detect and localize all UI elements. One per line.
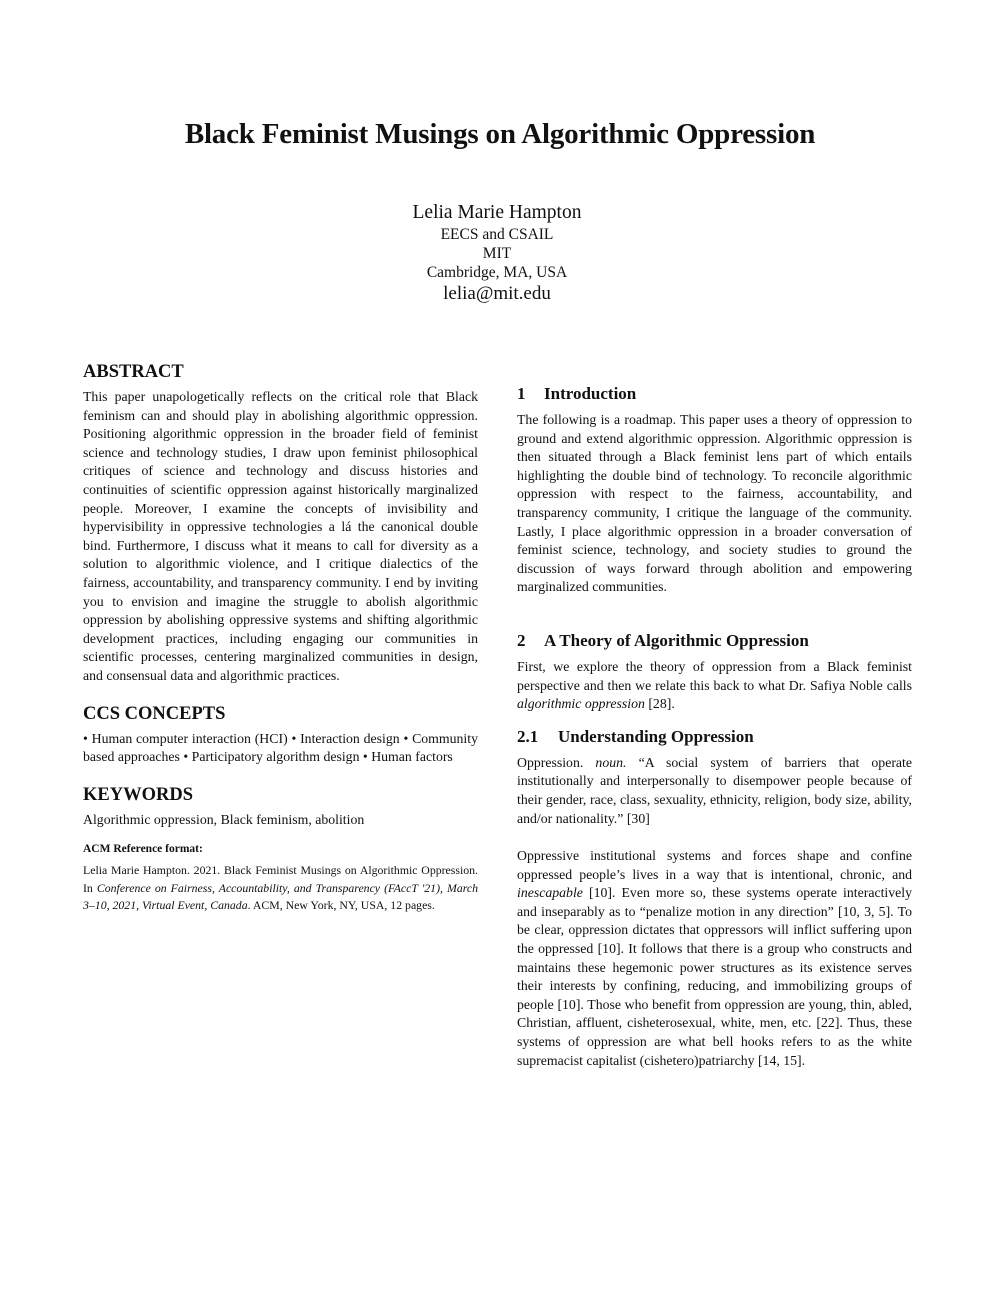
understanding-paragraph-2 [517,847,912,1070]
theory-text [517,658,912,714]
left-column [83,360,478,915]
acm-reference-before: Lelia Marie Hampton. 2021. Black Feminist Musings on Algorithmic Oppression. In [83,863,478,895]
theory-after: [28]. [644,696,675,712]
intro-text: The following is a roadmap. This paper uses a theory of oppression to ground and extend algorithmic oppression. Algorithmic oppression is then situated through a Black feminist lens part of which entails highlighting the double bind of technology. To reconcile algorithmic oppression with respect to the fairness, accountability, and transparency community, I critique the language of the community. Lastly, I place algorithmic oppression in a broader conversation of feminist science, technology, and society studies to ground the discussion of ways forward through abolition and empowering marginalized communities. [517,412,912,595]
paper-title: Black Feminist Musings on Algorithmic Oppression [184,118,816,150]
author-email[interactable]: lelia@mit.edu [443,283,551,304]
author-dept: EECS and CSAIL [440,226,554,243]
understanding-title: Understanding Oppression [558,726,754,746]
acm-reference-heading: ACM Reference format: [83,843,203,856]
understanding-paragraph-1 [517,754,912,828]
theory-title: A Theory of Algorithmic Oppression [544,630,809,650]
acm-reference-after: . ACM, New York, NY, USA, 12 pages. [247,898,435,913]
author-location: Cambridge, MA, USA [426,264,568,281]
p2-em: inescapable [517,885,583,901]
understanding-number: 2.1 [517,726,539,746]
p1-before: Oppression. [517,754,596,770]
intro-title: Introduction [544,384,637,403]
p1-after: “A social system of barriers that operate institutionally and interpersonally to disempower people because of their gender, race, class, sexuality, ethnicity, religion, body size, ability, and/or nationality.” [30] [517,754,913,826]
theory-em: algorithmic oppression [517,696,645,712]
ccs-heading: CCS CONCEPTS [83,703,226,724]
intro-heading [517,383,912,405]
author-name: Lelia Marie Hampton [412,202,582,223]
understanding-heading [517,726,912,748]
keywords-text: Algorithmic oppression, Black feminism, abolition [83,811,365,827]
theory-number: 2 [517,630,526,650]
acm-reference-venue: Conference on Fairness, Accountability, and Transparency (FAccT '21), March 3–10, 2021, Virtual Event, Canada [83,880,479,913]
p2-before: Oppressive institutional systems and forces shape and confine oppressed people’s lives in a way that is intentional, chronic, and [517,848,912,882]
right-column [517,383,912,1070]
intro-number: 1 [517,384,526,403]
ccs-text: • Human computer interaction (HCI) • Interaction design • Community based approaches • Participatory algorithm design • Human factors [83,730,478,765]
abstract-heading: ABSTRACT [83,362,184,382]
theory-before: First, we explore the theory of oppression from a Black feminist perspective and then we relate this back to what Dr. Safiya Noble calls [517,658,912,693]
abstract-text: This paper unapologetically reflects on the critical role that Black feminism can and should play in abolishing algorithmic oppression. Positioning algorithmic oppression in the broader field of feminist science and technology studies, I draw upon feminist philosophical critiques of science and technology and discuss histories and continuities of scientific oppression against historically marginalized people. Moreover, I examine the concepts of invisibility and hypervisibility in oppressive technologies a lá the canonical double bind. Furthermore, I discuss what it means to call for diversity as a solution to algorithmic violence, and I critique dialectics of the fairness, accountability, and transparency community. I end by inviting you to envision and imagine the struggle to abolish algorithmic oppression by abolishing oppressive systems and shifting algorithmic development practices, including engaging our communities in scientific processes, centering marginalized communities in design, and consensual data and algorithmic practices. [83,389,478,683]
p1-em: noun. [595,754,627,770]
author-block [0,201,994,306]
author-org: MIT [482,245,512,262]
theory-heading [517,630,912,652]
acm-reference-text [83,862,478,914]
keywords-heading: KEYWORDS [83,784,193,805]
p2-after: [10]. Even more so, these systems operate interactively and inseparably as to “penalize motion in any direction” [10, 3, 5]. To be clear, oppression dictates that oppressors will inflict suffering upon the oppressed [10]. It follows that there is a group who constructs and maintains these hegemonic power structures as its existence serves their interests by confining, reducing, and immobilizing groups of people [10]. Those who benefit from oppression are young, thin, abled, Christian, affluent, cisheterosexual, white, men, etc. [22]. Thus, these systems of oppression are what bell hooks refers to as the white supremacist capitalist (cishetero)patriarchy [14, 15]. [517,885,912,1068]
